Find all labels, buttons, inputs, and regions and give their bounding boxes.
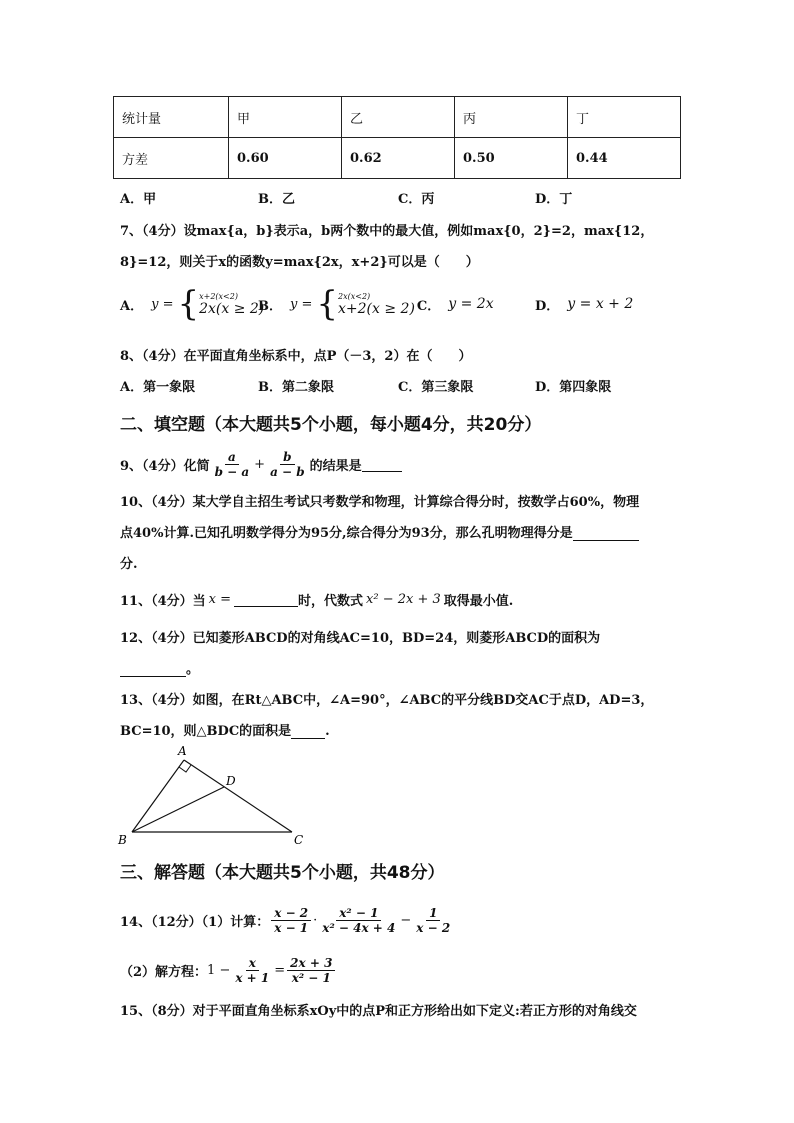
numerator: b: [280, 450, 294, 465]
y-equals: y =: [290, 296, 313, 312]
q13-line1: 13、（4分）如图，在Rt△ABC中，∠A=90°，∠ABC的平分线BD交AC于点D，AD=3，: [120, 693, 654, 708]
answer-blank[interactable]: [234, 592, 298, 607]
bisector-bd: [132, 787, 224, 832]
y-equals: y =: [151, 296, 174, 312]
right-angle-mark: [179, 765, 191, 772]
variance-table: [113, 96, 681, 179]
q7-stem-line1: 7、（4分）设max{a，b}表示a，b两个数中的最大值，例如max{0，2}=2，max{12，: [120, 224, 654, 239]
q12-end: 。: [186, 662, 200, 677]
answer-blank[interactable]: [573, 526, 639, 541]
fraction: [232, 956, 272, 985]
q10-line1: 10、（4分）某大学自主招生考试只考数学和物理，计算综合得分时，按数学占60%，物理: [120, 495, 640, 510]
q10-line3: 分.: [120, 557, 138, 572]
q11-mid: 时，代数式: [298, 594, 364, 609]
denominator: b − a: [214, 464, 250, 479]
q9: [120, 446, 402, 482]
answer-blank[interactable]: [362, 457, 402, 472]
q9-prefix: 9、（4分）化简: [120, 458, 210, 474]
q7-option-d: [535, 284, 633, 324]
piecewise: [338, 292, 415, 317]
q6-option-b: B．乙: [258, 192, 295, 207]
table-row: [114, 138, 681, 179]
q11: [120, 590, 513, 609]
table-cell: 0.60: [229, 138, 342, 179]
piecewise: [199, 292, 264, 317]
denominator: a − b: [270, 464, 305, 479]
table-cell: 丁: [568, 97, 681, 138]
q6-option-a: A．甲: [120, 192, 157, 207]
fraction: [287, 956, 335, 985]
table-cell: 0.62: [342, 138, 455, 179]
brace-symbol: {: [177, 284, 200, 324]
side-ab: [132, 760, 184, 832]
q9-suffix: 的结果是: [309, 458, 362, 474]
plus-sign: +: [254, 456, 266, 472]
piece-bottom: x+2(x ≥ 2): [338, 300, 415, 317]
q14-part2-label: （2）解方程：: [120, 964, 208, 980]
table-cell: 甲: [229, 97, 342, 138]
fraction: [413, 906, 453, 935]
q13-line2-start: BC=10，则△BDC的面积是: [120, 724, 292, 739]
q7-option-d-label: D．: [535, 298, 560, 314]
q7-option-a: [120, 284, 264, 324]
answer-blank[interactable]: [291, 724, 325, 739]
q8-option-d: D．第四象限: [535, 380, 612, 395]
q7-option-d-expr: y = x + 2: [567, 296, 634, 312]
piece-bottom: 2x(x ≥ 2): [199, 300, 265, 317]
q14-part2: [120, 950, 337, 990]
q10-line2-wrap: [120, 522, 639, 541]
fraction: [267, 450, 308, 479]
q15-line1: 15、（8分）对于平面直角坐标系xOy中的点P和正方形给出如下定义:若正方形的对角线交: [120, 1004, 637, 1019]
fraction: [319, 906, 398, 935]
q7-option-c-expr: y = 2x: [448, 296, 494, 312]
q12-line1: 12、（4分）已知菱形ABCD的对角线AC=10，BD=24，则菱形ABCD的面积为: [120, 631, 601, 646]
label-b: B: [118, 833, 127, 847]
numerator: a: [225, 450, 239, 465]
equals-sign: =: [274, 962, 286, 978]
triangle-figure: [112, 740, 312, 848]
numerator: x: [246, 956, 259, 971]
table-cell: 丙: [455, 97, 568, 138]
table-header-row: [114, 97, 681, 138]
brace-symbol: {: [316, 284, 339, 324]
table-cell: 0.44: [568, 138, 681, 179]
q8-option-a: A．第一象限: [120, 380, 196, 395]
q13-line2-end: .: [325, 724, 330, 739]
side-ac: [184, 760, 292, 832]
q7-stem-line2: 8}=12，则关于x的函数y=max{2x，x+2}可以是（ ）: [120, 255, 479, 270]
fraction: [271, 906, 311, 935]
minus-sign: −: [400, 912, 412, 928]
q6-option-d: D．丁: [535, 192, 573, 207]
denominator: x² − 4x + 4: [322, 920, 396, 935]
piece-top: x+2(x<2): [199, 291, 238, 301]
q11-expr: x² − 2x + 3: [366, 592, 441, 607]
q12-line2: [120, 658, 199, 677]
numerator: 1: [426, 906, 440, 921]
numerator: x² − 1: [336, 906, 381, 921]
q8-option-c: C．第三象限: [398, 380, 474, 395]
numerator: x − 2: [271, 906, 311, 921]
piece-top: 2x(x<2): [338, 291, 371, 301]
dot-sign: ·: [313, 912, 318, 928]
q14-prefix: 14、（12分）（1）计算：: [120, 914, 270, 930]
section-heading-fill-in: 二、填空题（本大题共5个小题，每小题4分，共20分）: [120, 415, 542, 435]
q7-option-c-label: C．: [416, 298, 441, 314]
q11-prefix: 11、（4分）当: [120, 594, 206, 609]
denominator: x² − 1: [291, 970, 331, 985]
denominator: x + 1: [235, 970, 270, 985]
table-cell: 统计量: [114, 97, 229, 138]
q8-option-b: B．第二象限: [258, 380, 334, 395]
denominator: x − 2: [416, 920, 451, 935]
table-cell: 方差: [114, 138, 229, 179]
answer-blank[interactable]: [120, 662, 186, 677]
q10-line2: 点40%计算.已知孔明数学得分为95分,综合得分为93分，那么孔明物理得分是: [120, 526, 573, 541]
label-d: D: [226, 774, 236, 788]
q7-option-b: [258, 284, 494, 324]
q11-x-eq: x =: [208, 592, 231, 607]
label-a: A: [178, 744, 187, 758]
q6-option-c: C．丙: [398, 192, 435, 207]
q8-stem: 8、（4分）在平面直角坐标系中，点P（－3，2）在（ ）: [120, 349, 472, 364]
label-c: C: [294, 833, 304, 847]
q11-suffix: 取得最小值.: [443, 594, 514, 609]
q7-option-a-label: A．: [120, 298, 144, 314]
one-minus: 1 −: [207, 962, 231, 978]
denominator: x − 1: [274, 920, 309, 935]
fraction: [212, 450, 253, 479]
q7-option-b-label: B．: [258, 298, 282, 314]
table-cell: 0.50: [455, 138, 568, 179]
q13-line2: [120, 720, 330, 739]
section-heading-answer: 三、解答题（本大题共5个小题，共48分）: [120, 863, 445, 883]
q14-part1: [120, 900, 455, 940]
table-cell: 乙: [342, 97, 455, 138]
numerator: 2x + 3: [287, 956, 335, 971]
